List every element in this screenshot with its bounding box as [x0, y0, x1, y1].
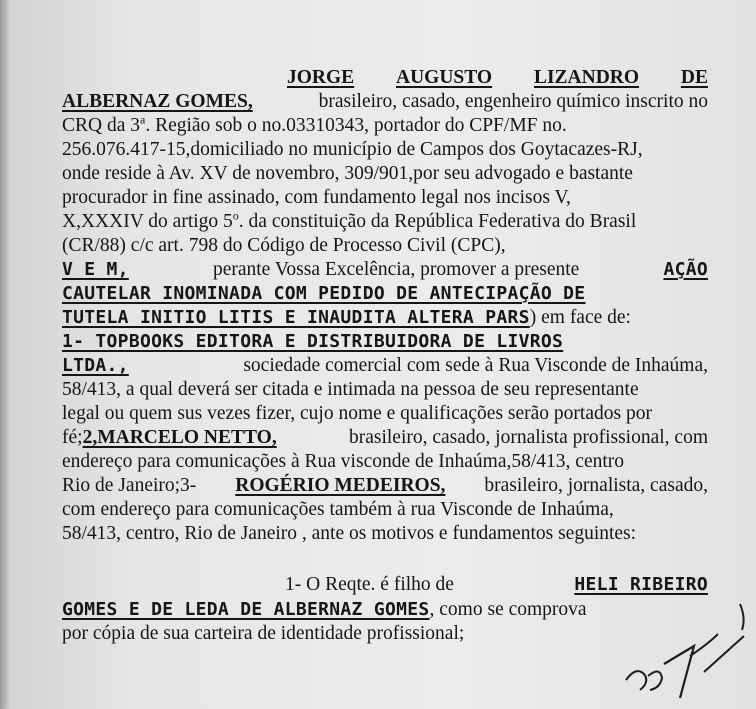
parent-name-2: GOMES E DE LEDA DE ALBERNAZ GOMES [62, 599, 430, 620]
line-text: por cópia de sua carteira de identidade profissional; [62, 623, 465, 644]
action-title-middle: CAUTELAR INOMINADA COM PEDIDO DE ANTECIPAÇÃO DE [62, 283, 586, 304]
line-text: onde reside à Av. XV de novembro, 309/901,por seu advogado e bastante [62, 163, 633, 184]
party-name: ALBERNAZ GOMES, [62, 91, 253, 112]
line-text: procurador in fine assinado, com fundamento legal nos incisos V, [62, 187, 571, 208]
line-text: 1- O Reqte. é filho de [285, 574, 454, 595]
name-word-2: AUGUSTO [396, 67, 493, 88]
name-word-3: LIZANDRO [533, 67, 640, 88]
line-text: sociedade comercial com sede à Rua Visconde de Inhaúma, [243, 355, 708, 376]
line-text: 58/413, centro, Rio de Janeiro , ante os motivos e fundamentos seguintes: [62, 523, 637, 544]
line-text: brasileiro, jornalista, casado, [484, 475, 708, 496]
defendant-1-name: 1- TOPBOOKS EDITORA E DISTRIBUIDORA DE LIVROS [62, 331, 564, 352]
defendant-1-suffix: LTDA., [62, 355, 129, 376]
name-word-4: DE [680, 67, 708, 88]
line-text: (CR/88) c/c art. 798 do Código de Processo Civil (CPC), [62, 235, 506, 256]
line-text: GOMES E DE LEDA DE ALBERNAZ GOMES, como se comprova [62, 599, 587, 620]
line-text: Rio de Janeiro;3- [62, 475, 197, 496]
defendant-2-name: 2,MARCELO NETTO, [82, 427, 277, 448]
name-word-1: JORGE [287, 67, 355, 88]
line-text: TUTELA INITIO LITIS E INAUDITA ALTERA PARS) em face de: [62, 307, 631, 328]
line-text: perante Vossa Excelência, promover a presente [212, 259, 580, 280]
line-text: fé;2,MARCELO NETTO, [62, 427, 277, 448]
line-text: legal ou quem sus vezes fizer, cujo nome e qualificações serão portados por [62, 403, 652, 424]
line-text: 256.076.417-15,domiciliado no município de Campos dos Goytacazes-RJ, [62, 139, 643, 160]
line-text: endereço para comunicações à Rua visconde de Inhaúma,58/413, centro [62, 451, 625, 472]
line-text: com endereço para comunicações também à rua Visconde de Inhaúma, [62, 499, 614, 520]
line-text: 58/413, a qual deverá ser citada e intimada na pessoa de seu representante [62, 379, 639, 400]
line-text: X,XXXIV do artigo 5$^o$. da constituição da República Federativa do Brasil [62, 208, 637, 232]
action-title-start: AÇÃO [663, 259, 708, 280]
line-text: CRQ da 3$^a$. Região sob o no.03310343, portador do CPF/MF no. [62, 112, 567, 136]
line-text: brasileiro, casado, engenheiro químico inscrito no [318, 91, 708, 112]
defendant-3-name: ROGÉRIO MEDEIROS, [235, 475, 446, 496]
parent-name-1: HELI RIBEIRO [574, 574, 708, 595]
vem-word: V E M, [62, 259, 129, 280]
line-text: brasileiro, casado, jornalista profissional, com [348, 427, 708, 448]
